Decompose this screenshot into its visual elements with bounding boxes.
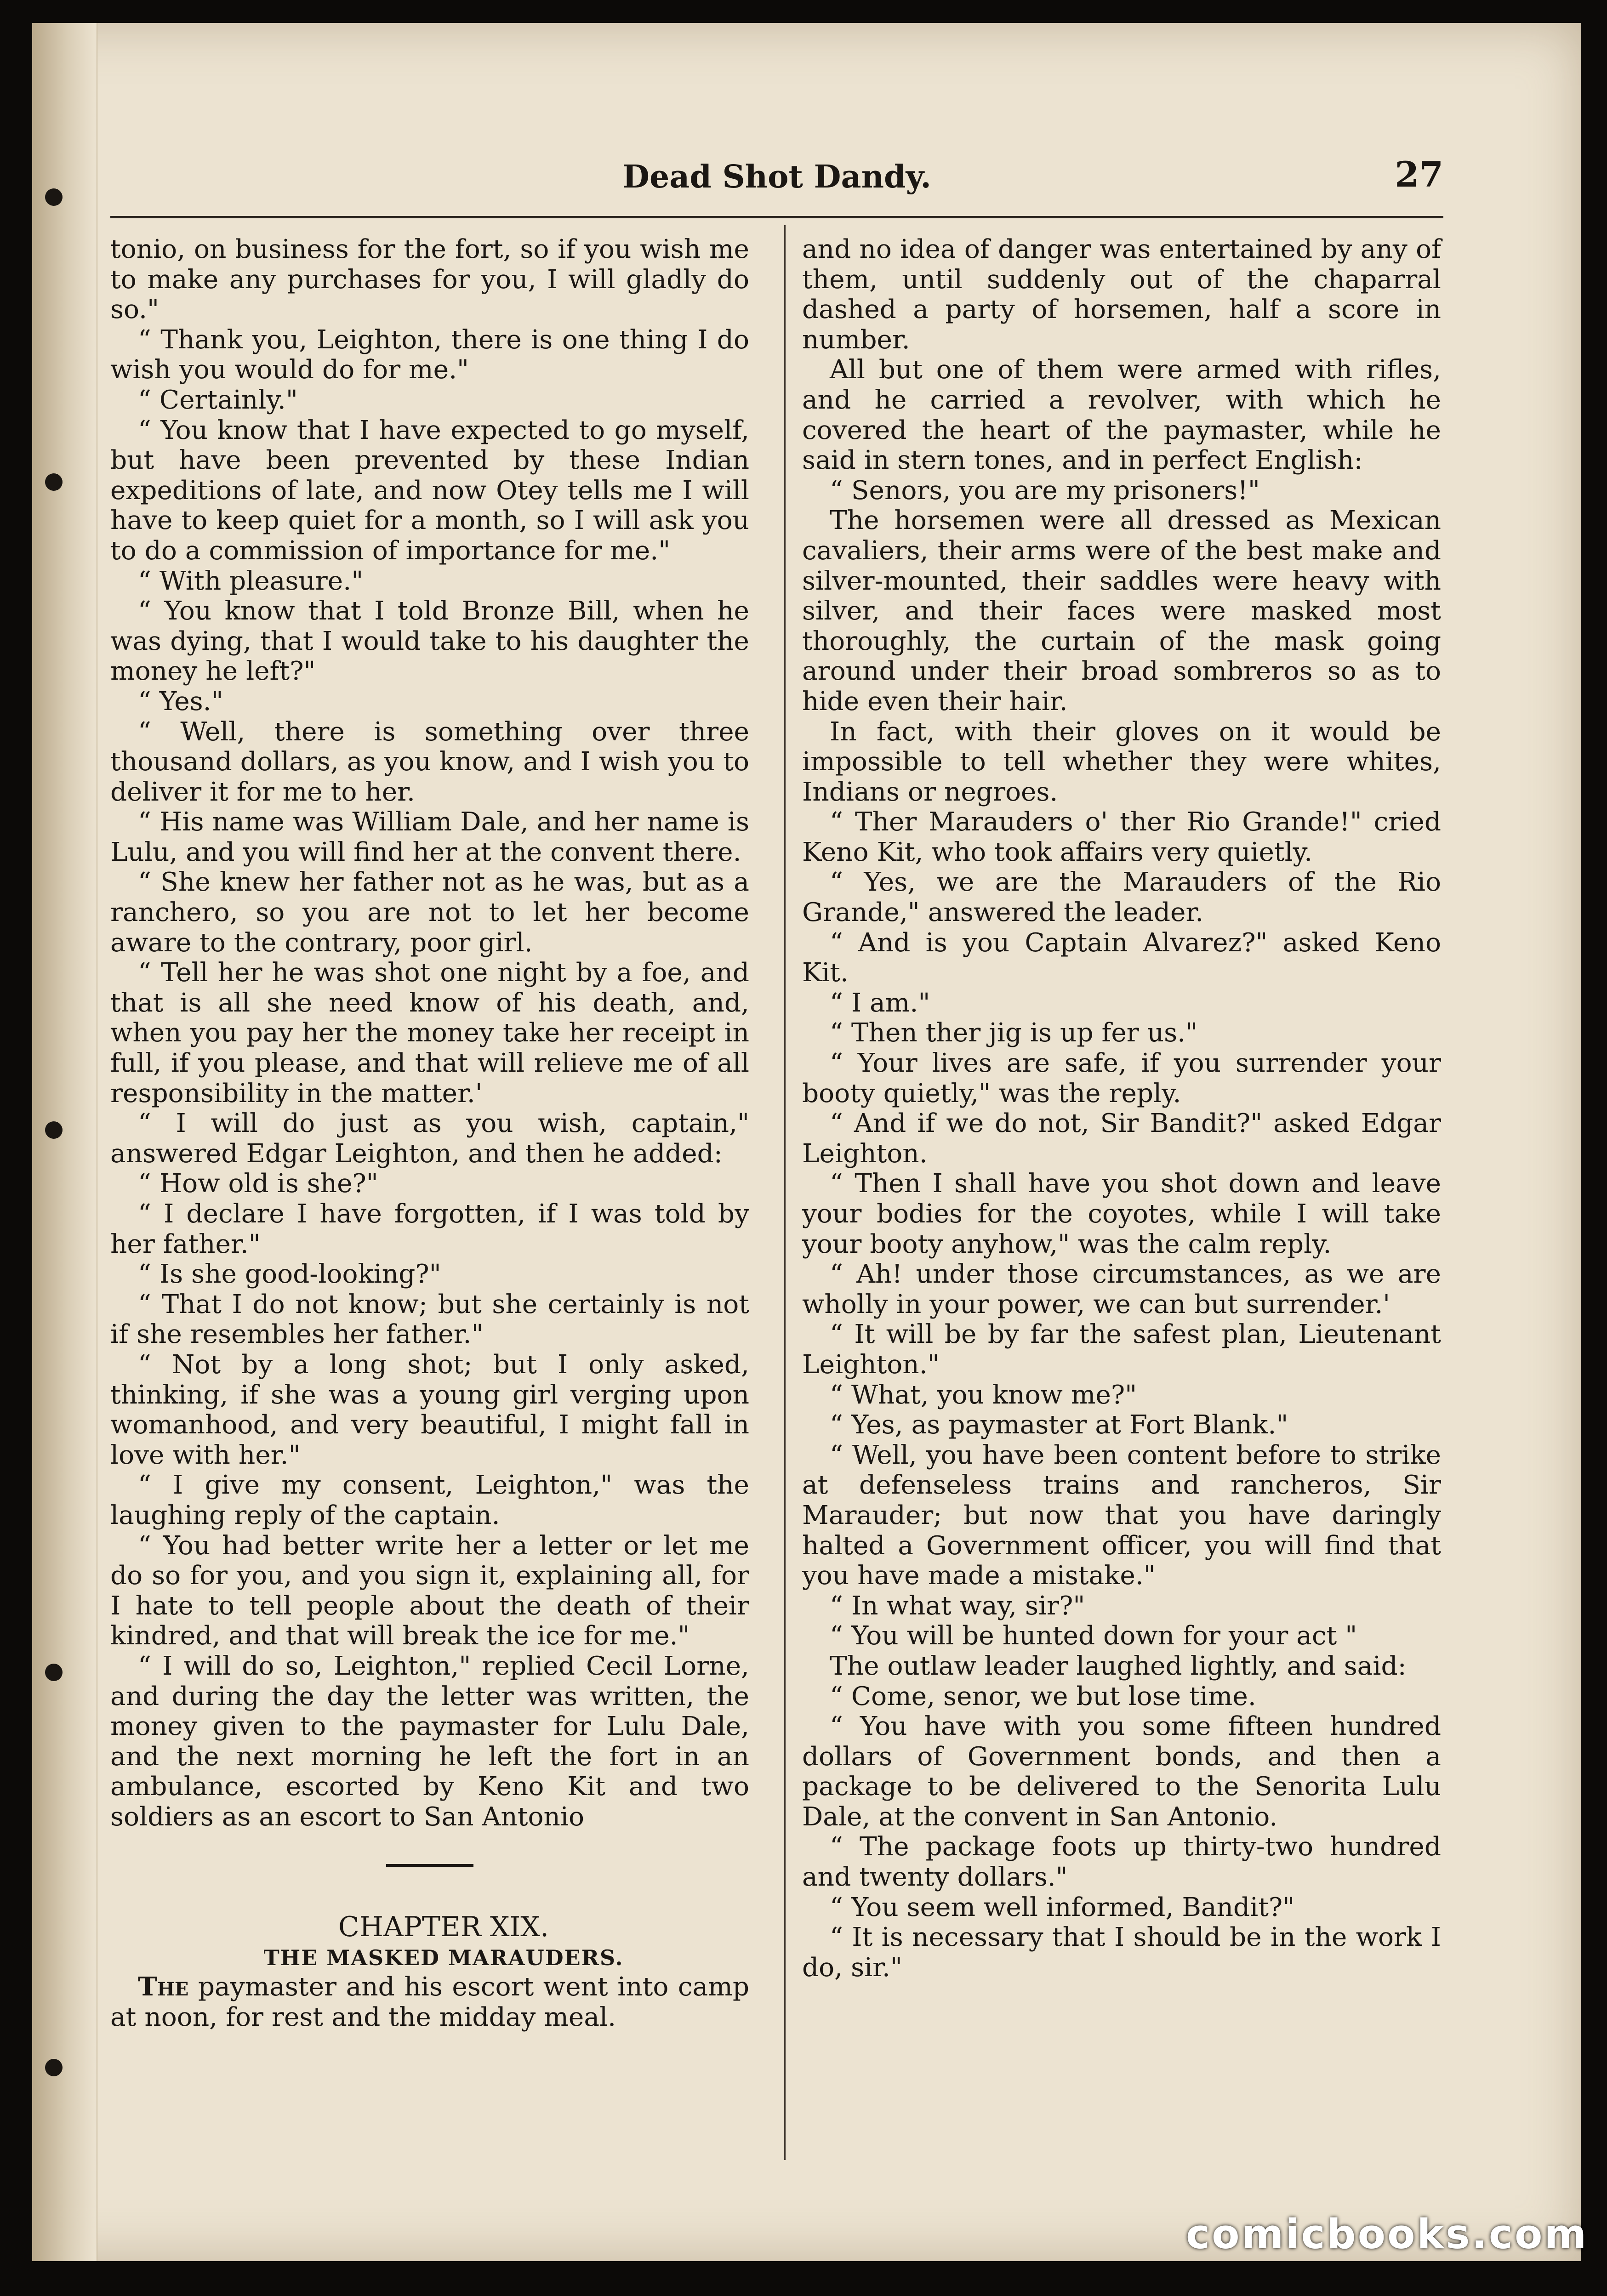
paragraph: tonio, on business for the fort, so if you wish me to make any purchases for you, I will gladly do so." [110,234,749,325]
paragraph: “ His name was William Dale, and her name is Lulu, and you will find her at the convent there. [110,807,749,867]
paragraph: “ I am." [830,988,930,1018]
paragraph: “ I will do just as you wish, captain," answered Edgar Leighton, and then he added: [110,1108,749,1169]
binding-mark [45,473,63,491]
paragraph: “ That I do not know; but she certainly is not if she resembles her father." [110,1289,749,1350]
paragraph: “ What, you know me?" [830,1380,1137,1410]
paragraph: “ It is necessary that I should be in the work I do, sir." [802,1922,1441,1983]
paragraph: “ You know that I have expected to go myself, but have been prevented by these Indian expeditions of late, and now Otey tells me I will have to keep quiet for a month, so I will ask you to do a commission of importance for me." [110,415,749,566]
paragraph: “ With pleasure." [138,566,364,596]
paragraph: “ I will do so, Leighton," replied Cecil Lorne, and during the day the letter was written, the money given to the paymaster for Lulu Dale, and the next morning he left the fort in an ambulance, escorted by Keno Kit and two soldiers as an escort to San Antonio [110,1651,749,1832]
paragraph: The horsemen were all dressed as Mexican cavaliers, their arms were of the best make and silver-mounted, their saddles were heavy with silver, and their faces were masked most thoroughly, the curtain of the mask going around under their broad sombreros so as to hide even their hair. [802,506,1441,716]
paragraph: “ And is you Captain Alvarez?" asked Keno Kit. [802,927,1441,988]
paragraph: “ Certainly." [138,385,298,415]
paragraph: “ Your lives are safe, if you surrender your booty quietly," was the reply. [802,1048,1441,1108]
binding-mark [45,188,63,206]
left-column [110,234,749,2033]
paragraph: All but one of them were armed with rifles, and he carried a revolver, with which he covered the heart of the paymaster, while he said in stern tones, and in perfect English: [802,355,1441,476]
paragraph: “ You have with you some fifteen hundred dollars of Government bonds, and then a package to be delivered to the Senorita Lulu Dale, at the convent in San Antonio. [802,1711,1441,1832]
running-title: Dead Shot Dandy. [622,159,931,195]
paragraph: “ Then I shall have you shot down and leave your bodies for the coyotes, while I will take your booty anyhow," was the calm reply. [802,1169,1441,1259]
page-number: 27 [1395,154,1443,195]
paragraph: “ Senors, you are my prisoners!" [830,475,1260,506]
paragraph: “ You had better write her a letter or let me do so for you, and you sign it, explaining all, for I hate to tell people about the death of their kindred, and that will break the ice for me." [110,1530,749,1651]
chapter-divider [386,1864,473,1867]
paragraph: and no idea of danger was entertained by any of them, until suddenly out of the chaparral dashed a party of horsemen, half a score in number. [802,234,1441,355]
paragraph: “ Then ther jig is up fer us." [830,1018,1198,1048]
opening-text: paymaster and his escort went into camp at noon, for rest and the midday meal. [110,1972,749,2033]
paragraph: “ And if we do not, Sir Bandit?" asked Edgar Leighton. [802,1108,1441,1169]
paragraph: “ Ther Marauders o' ther Rio Grande!" cried Keno Kit, who took affairs very quietly. [802,807,1441,867]
drop-word: The [138,1972,189,2002]
header-rule [110,216,1443,218]
paragraph: “ Well, you have been content before to strike at defenseless trains and rancheros, Sir Marauder; but now that you have daringly halted a Government officer, you will find that you have made a mistake." [802,1440,1441,1591]
watermark: comicbooks.com [1186,2211,1589,2258]
paragraph: “ Is she good-looking?" [138,1259,441,1290]
paragraph: “ Ah! under those circumstances, as we are wholly in your power, we can but surrender.' [802,1259,1441,1319]
paragraph: “ Yes." [138,686,223,716]
paragraph: “ Yes, we are the Marauders of the Rio Grande," answered the leader. [802,867,1441,928]
paragraph: “ The package foots up thirty-two hundred and twenty dollars." [802,1832,1441,1892]
paragraph: “ How old is she?" [138,1169,378,1199]
chapter-opening-paragraph [110,1972,749,2032]
paragraph: “ Come, senor, we but lose time. [830,1681,1256,1711]
paragraph: “ You know that I told Bronze Bill, when he was dying, that I would take to his daughter the money he left?" [110,596,749,687]
paragraph: “ I declare I have forgotten, if I was told by her father." [110,1199,749,1259]
right-column [802,234,1441,1983]
paragraph: “ Thank you, Leighton, there is one thing I do wish you would do for me." [110,324,749,385]
paragraph: In fact, with their gloves on it would be impossible to tell whether they were whites, Indians or negroes. [802,716,1441,807]
paragraph: “ In what way, sir?" [830,1591,1085,1621]
binding-mark [45,1664,63,1681]
paragraph: The outlaw leader laughed lightly, and said: [830,1651,1407,1681]
paragraph: “ You will be hunted down for your act " [830,1621,1357,1651]
binding-mark [45,1121,63,1139]
paragraph: “ Yes, as paymaster at Fort Blank." [830,1410,1288,1440]
paragraph: “ I give my consent, Leighton," was the laughing reply of the captain. [110,1470,749,1530]
paragraph: “ Tell her he was shot one night by a foe, and that is all she need know of his death, and, when you pay her the money take her receipt in full, if you please, and that will relieve me of all responsibility in the matter.' [110,958,749,1108]
running-header [110,133,1443,198]
column-rule [784,225,786,2160]
chapter-title: CHAPTER XIX. [338,1911,549,1944]
paragraph: “ Not by a long shot; but I only asked, thinking, if she was a young girl verging upon womanhood, and very beautiful, I might fall in love with her." [110,1349,749,1470]
book-spine [32,23,97,2261]
paragraph: “ Well, there is something over three thousand dollars, as you know, and I wish you to deliver it for me to her. [110,716,749,807]
chapter-subtitle: THE MASKED MARAUDERS. [263,1945,624,1971]
binding-mark [45,2059,63,2076]
paragraph: “ You seem well informed, Bandit?" [830,1892,1295,1922]
paragraph: “ She knew her father not as he was, but as a ranchero, so you are not to let her become aware to the contrary, poor girl. [110,867,749,958]
paragraph: “ It will be by far the safest plan, Lieutenant Leighton." [802,1319,1441,1380]
